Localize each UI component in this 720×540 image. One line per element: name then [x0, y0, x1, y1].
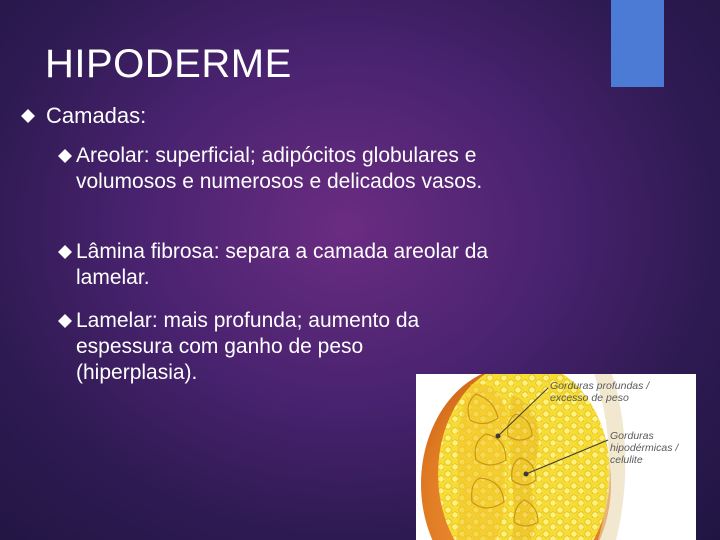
slide-title: HIPODERME	[45, 42, 292, 86]
label-deep-fat: Gorduras profundas / excesso de peso	[550, 380, 650, 404]
diamond-icon	[21, 109, 35, 123]
bullet-areolar: Areolar: superficial; adipócitos globulares e volumosos e numerosos e delicados vasos.	[76, 144, 483, 193]
bullet-lamina-fibrosa: Lâmina fibrosa: separa a camada areolar da lamelar.	[76, 240, 489, 289]
diamond-icon	[58, 149, 72, 163]
accent-bar	[611, 0, 664, 87]
hypodermis-illustration	[416, 374, 696, 540]
bullet-camadas: Camadas:	[46, 103, 147, 128]
diamond-icon	[58, 245, 72, 259]
label-hypodermic-fat: Gorduras hipodérmicas / celulite	[610, 430, 679, 466]
bullet-lamelar: Lamelar: mais profunda; aumento da espessura com ganho de peso (hiperplasia).	[76, 309, 420, 384]
diamond-icon	[58, 314, 72, 328]
